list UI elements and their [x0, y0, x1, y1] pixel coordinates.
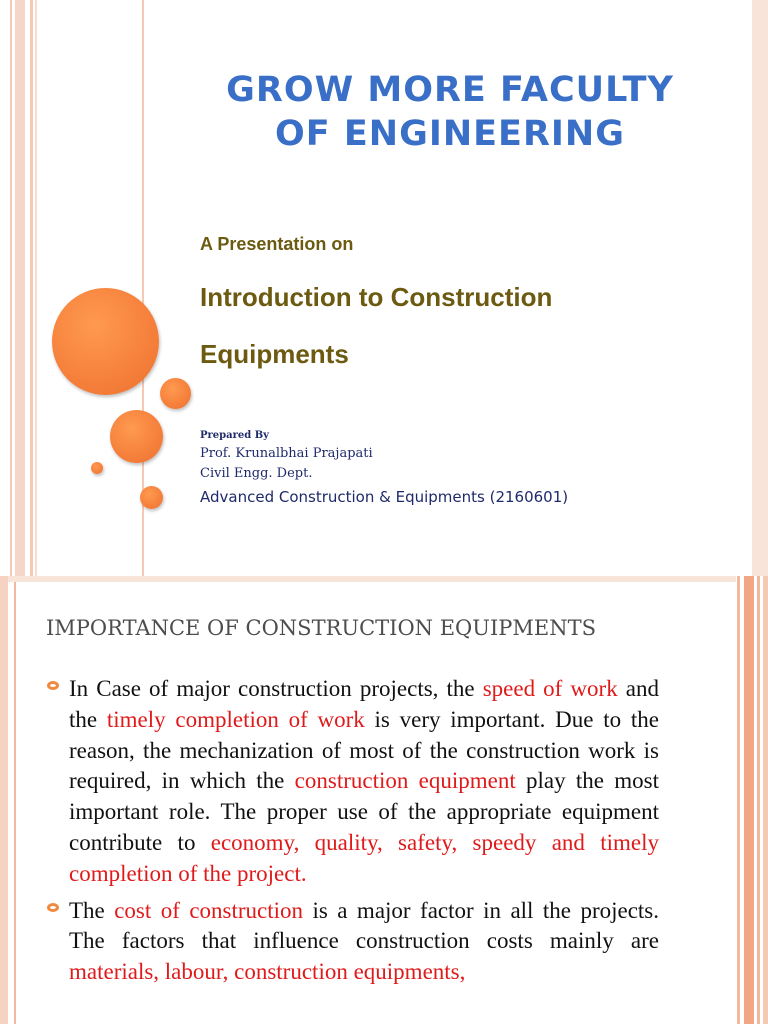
- decorative-circle-tiny: [91, 462, 103, 474]
- highlight-timely-completion: timely completion of work: [106, 706, 365, 732]
- presenter-name: Prof. Krunalbhai Prajapati: [200, 446, 373, 461]
- slide-title: [195, 68, 705, 156]
- left-frame: [0, 576, 8, 1024]
- right-stripe-thick: [744, 576, 754, 1024]
- highlight-cost-of-construction: cost of construction: [114, 897, 304, 923]
- department: Civil Engg. Dept.: [200, 466, 313, 481]
- prepared-by-label: Prepared By: [200, 430, 269, 441]
- slide-title-line-1: GROW MORE FACULTY: [226, 70, 674, 110]
- content-slide: [0, 576, 768, 1024]
- left-stripe-thin-2: [30, 0, 33, 576]
- text-run: is a major factor in all the projects. The factors that influence construction costs mainly are: [69, 897, 660, 954]
- topic-line-2: Equipments: [200, 339, 349, 369]
- slide-title-line-2: OF ENGINEERING: [275, 114, 625, 154]
- right-stripe-thin-3: [763, 576, 768, 1024]
- right-stripe-thin-2: [757, 576, 760, 1024]
- bullet-text-2: [69, 896, 659, 988]
- course-name: Advanced Construction & Equipments (2160601): [200, 488, 569, 506]
- decorative-circle-medium: [110, 410, 163, 463]
- presentation-intro: A Presentation on: [200, 234, 354, 254]
- left-stripe-thick: [15, 0, 25, 576]
- bullet-list: [45, 674, 659, 994]
- highlight-economy-quality: economy, quality, safety, speedy and timely completion of the project.: [69, 829, 659, 886]
- bullet-item-2: [45, 896, 659, 988]
- decorative-circle-small-1: [160, 378, 191, 409]
- slide-heading: IMPORTANCE OF CONSTRUCTION EQUIPMENTS: [46, 616, 596, 640]
- decorative-circle-large: [52, 288, 159, 395]
- text-run: and the: [69, 676, 660, 732]
- left-frame-line: [14, 576, 16, 1024]
- text-run: In Case of major construction projects, the: [69, 676, 483, 701]
- bullet-item-1: [45, 674, 659, 890]
- topic-line-1: Introduction to Construction: [200, 282, 553, 312]
- top-frame: [8, 576, 736, 582]
- bullet-text-1: [69, 674, 659, 890]
- right-stripe-thin-1: [737, 576, 740, 1024]
- highlight-cost-factors: materials, labour, construction equipments,: [69, 959, 466, 985]
- right-stripe: [752, 0, 768, 576]
- text-run: The: [69, 897, 115, 923]
- left-stripe-thin-3: [35, 0, 37, 576]
- highlight-construction-equipment: construction equipment: [294, 768, 516, 794]
- bullet-circle-icon: [47, 903, 59, 912]
- bullet-circle-icon: [47, 681, 59, 690]
- text-run: is very important. Due to the reason, the mechanization of most of the construction work is required, in which the: [69, 706, 659, 794]
- highlight-speed-of-work: speed of work: [482, 676, 618, 701]
- text-run: play the most important role. The proper use of the appropriate equipment contribute to: [69, 768, 659, 855]
- decorative-circle-small-2: [140, 486, 163, 509]
- left-stripe-thin-1: [10, 0, 12, 576]
